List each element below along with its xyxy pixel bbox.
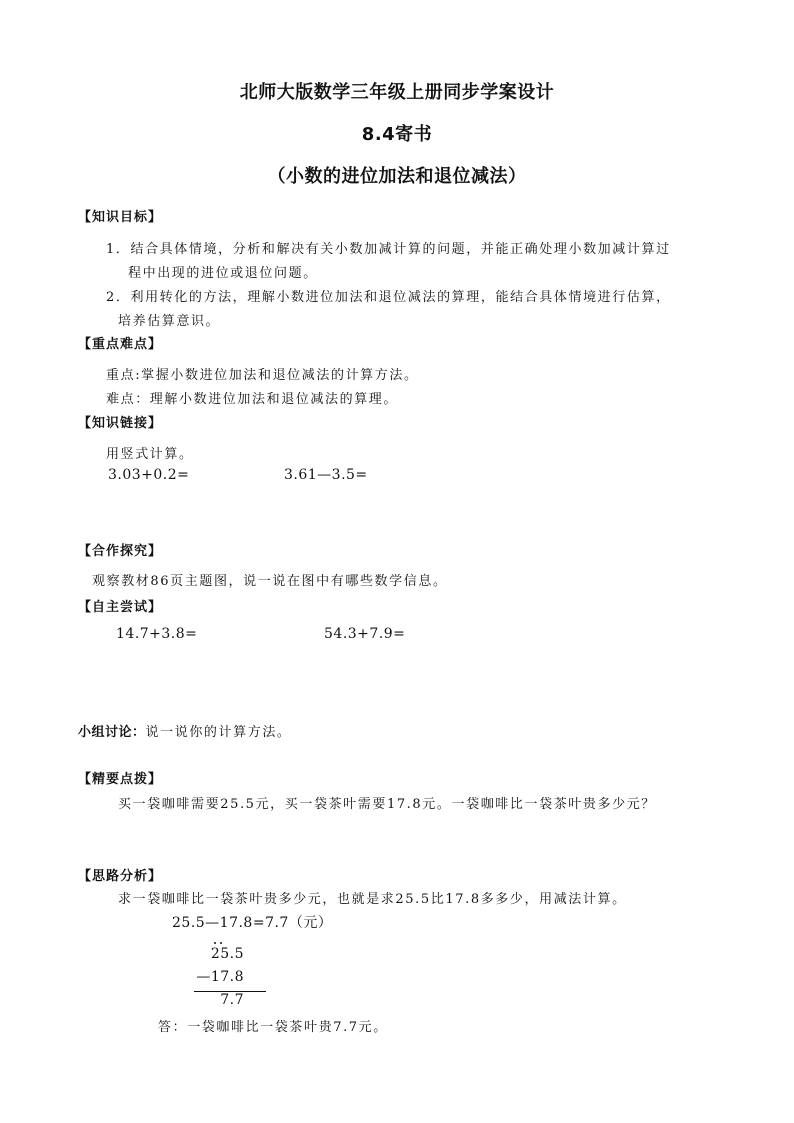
vertical-minuend: 25.5 [210,946,244,962]
key-point-focus: 重点:掌握小数进位加法和退位减法的计算方法。 [106,368,419,383]
document-title: 北师大版数学三年级上册同步学案设计 [239,82,555,103]
self-try-expression-2: 54.3+7.9= [324,626,406,642]
objective-2-line-2: 培养估算意识。 [118,314,221,329]
knowledge-link-heading: 【知识链接】 [78,416,163,431]
self-try-expression-1: 14.7+3.8= [116,626,198,642]
group-discussion-text: 说一说你的计算方法。 [145,725,292,740]
group-discussion-label: 小组讨论： [78,725,146,740]
objective-1-line-1: 1．结合具体情境，分析和解决有关小数加减计算的问题，并能正确处理小数加减计算过 [106,242,671,257]
self-try-heading: 【自主尝试】 [78,600,163,615]
group-discussion [78,721,292,740]
vertical-result: 7.7 [220,992,244,1008]
objective-1-line-2: 程中出现的进位或退位问题。 [128,266,318,281]
analysis-equation: 25.5—17.8=7.7（元） [172,915,333,931]
borrow-dot [214,942,216,944]
analysis-heading: 【思路分析】 [78,869,163,884]
knowledge-link-expression-2: 3.61—3.5= [284,467,368,483]
answer-text: 答：一袋咖啡比一袋茶叶贵7.7元。 [158,1020,388,1035]
knowledge-link-instruction: 用竖式计算。 [106,447,194,462]
key-point-difficulty: 难点：理解小数进位加法和退位减法的算理。 [106,392,399,407]
objectives-heading: 【知识目标】 [78,210,163,225]
explore-text: 观察教材86页主题图，说一说在图中有哪些数学信息。 [92,574,448,589]
guidance-heading: 【精要点拨】 [78,772,163,787]
analysis-text: 求一袋咖啡比一袋茶叶贵多少元，也就是求25.5比17.8多多少，用减法计算。 [118,892,627,907]
key-points-heading: 【重点难点】 [78,337,163,352]
borrow-dot [220,942,222,944]
explore-heading: 【合作探究】 [78,544,163,559]
lesson-subtitle: （小数的进位加法和退位减法） [267,166,527,187]
objective-2-line-1: 2．利用转化的方法，理解小数进位加法和退位减法的算理，能结合具体情境进行估算， [106,290,671,305]
vertical-subtrahend: —17.8 [196,969,244,985]
lesson-title: 8.4寄书 [361,124,433,145]
guidance-problem-text: 买一袋咖啡需要25.5元，买一袋茶叶需要17.8元。一袋咖啡比一袋茶叶贵多少元？ [118,797,656,812]
knowledge-link-expression-1: 3.03+0.2= [108,467,190,483]
